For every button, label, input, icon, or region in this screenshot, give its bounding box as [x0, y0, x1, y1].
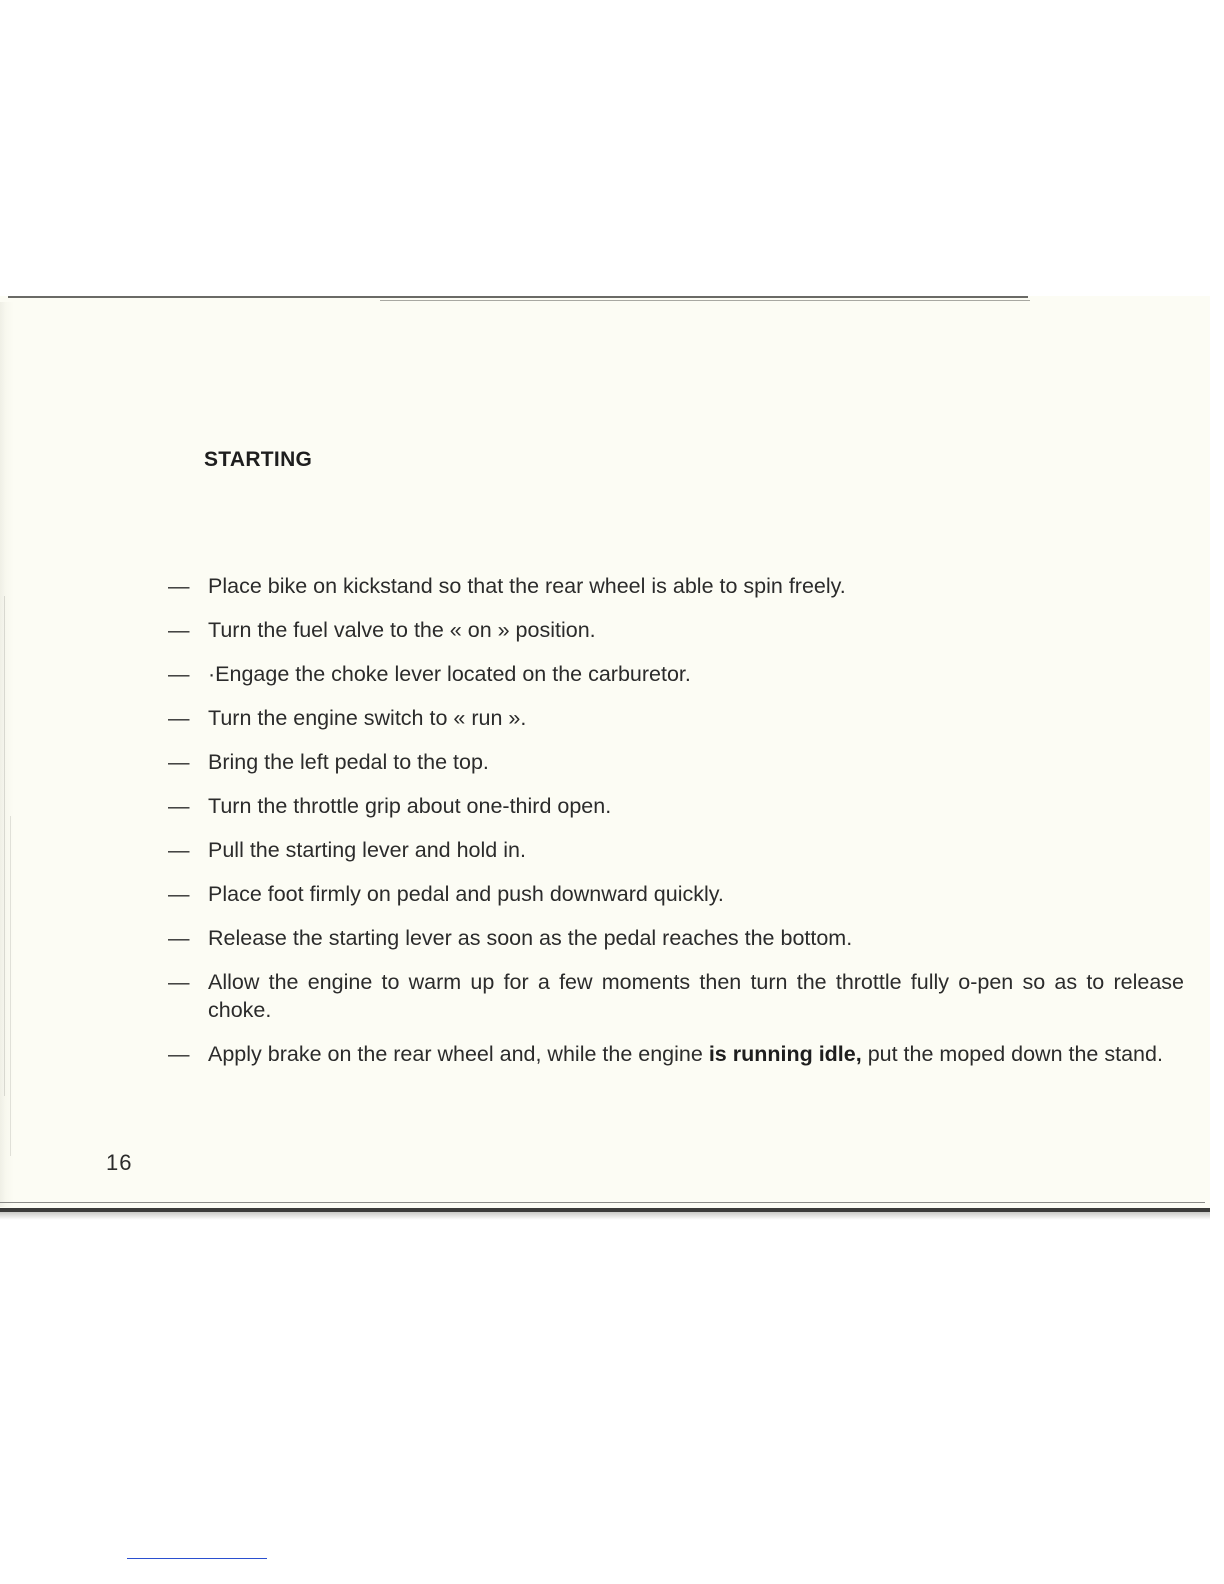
- page-left-edge: [0, 302, 14, 1207]
- link-underline-mark: [127, 1558, 267, 1559]
- dash-bullet: —: [168, 706, 190, 730]
- dash-bullet: —: [168, 750, 190, 774]
- step-text: Release the starting lever as soon as the pedal reaches the bottom.: [208, 926, 853, 950]
- step-text: Turn the fuel valve to the « on » position.: [208, 618, 596, 642]
- section-heading: STARTING: [204, 448, 313, 471]
- page-top-edge: [8, 296, 1028, 298]
- step-item: [168, 1040, 1184, 1068]
- step-text: Apply brake on the rear wheel and, while the engine: [208, 1042, 709, 1066]
- step-item: [168, 616, 1184, 644]
- dash-bullet: —: [168, 662, 190, 686]
- step-item: [168, 572, 1184, 600]
- starting-steps-list: [168, 572, 1184, 1084]
- dash-bullet: —: [168, 882, 190, 906]
- dash-bullet: —: [168, 970, 190, 994]
- dash-bullet: —: [168, 1042, 190, 1066]
- dash-bullet: —: [168, 794, 190, 818]
- step-text: ·Engage the choke lever located on the carburetor.: [208, 662, 691, 686]
- step-text: Turn the engine switch to « run ».: [208, 706, 527, 730]
- step-text: Place foot firmly on pedal and push downward quickly.: [208, 882, 724, 906]
- page-bottom-edge-faint: [0, 1202, 1205, 1203]
- page-left-shadow: [10, 816, 11, 1156]
- step-item: [168, 880, 1184, 908]
- step-item: [168, 836, 1184, 864]
- step-item: [168, 660, 1184, 688]
- step-text: Bring the left pedal to the top.: [208, 750, 489, 774]
- step-text: put the moped down the stand.: [861, 1042, 1163, 1066]
- step-text: Pull the starting lever and hold in.: [208, 838, 526, 862]
- step-item: [168, 792, 1184, 820]
- page-top-edge-faint: [380, 300, 1030, 301]
- step-text: Allow the engine to warm up for a few moments then turn the throttle fully o-pen so as to release choke.: [208, 970, 1184, 1022]
- step-item: [168, 968, 1184, 1024]
- dash-bullet: —: [168, 926, 190, 950]
- dash-bullet: —: [168, 574, 190, 598]
- step-item: [168, 704, 1184, 732]
- step-text: Place bike on kickstand so that the rear wheel is able to spin freely.: [208, 574, 846, 598]
- page-number: 16: [106, 1150, 133, 1175]
- dash-bullet: —: [168, 838, 190, 862]
- step-item: [168, 748, 1184, 776]
- step-text-emphasis: is running idle,: [708, 1042, 862, 1066]
- dash-bullet: —: [168, 618, 190, 642]
- page-left-shadow: [4, 596, 5, 1096]
- step-text: Turn the throttle grip about one-third open.: [208, 794, 612, 818]
- step-item: [168, 924, 1184, 952]
- page-bottom-shadow: [0, 1212, 1210, 1220]
